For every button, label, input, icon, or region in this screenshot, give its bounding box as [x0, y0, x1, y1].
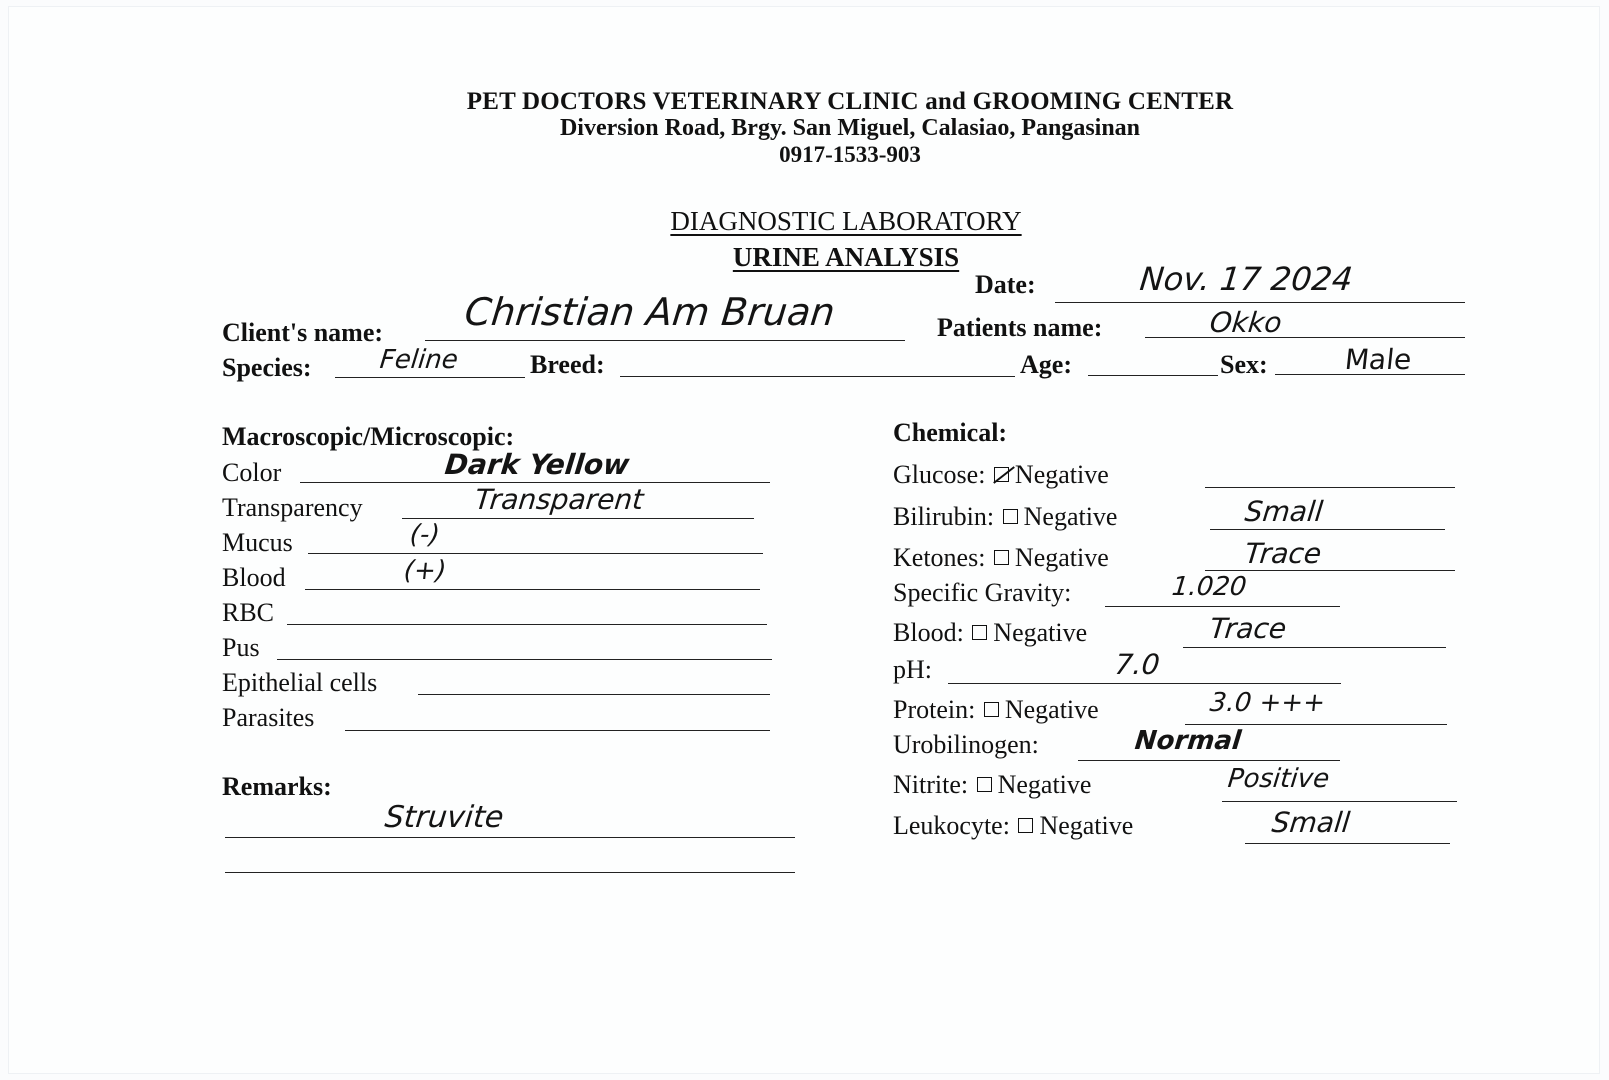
ketones-label: Ketones: — [893, 543, 986, 572]
breed-label: Breed: — [530, 350, 605, 379]
protein-negative-checkbox[interactable] — [984, 702, 999, 717]
chem-blood-row — [893, 618, 1087, 648]
patient-name-line — [1145, 337, 1465, 338]
species-line — [335, 377, 525, 378]
chemical-heading: Chemical: — [893, 418, 1008, 447]
leukocyte-value: Small — [1270, 806, 1352, 839]
glucose-row — [893, 460, 1109, 490]
sex-value: Male — [1343, 343, 1414, 376]
test-title: URINE ANALYSIS — [732, 242, 960, 272]
breed-line — [620, 376, 1015, 377]
transparency-line — [402, 518, 754, 519]
blood-line — [305, 589, 760, 590]
transparency-label: Transparency — [222, 493, 363, 522]
glucose-negative-checkbox[interactable] — [994, 467, 1009, 482]
protein-line — [1185, 724, 1447, 725]
rbc-line — [287, 624, 767, 625]
leukocyte-negative-checkbox[interactable] — [1018, 818, 1033, 833]
department-title: DIAGNOSTIC LABORATORY — [670, 206, 1022, 236]
chem-blood-negative-checkbox[interactable] — [972, 625, 987, 640]
clinic-name: PET DOCTORS VETERINARY CLINIC and GROOMING CENTER — [466, 88, 1234, 115]
urobilinogen-line — [1078, 760, 1340, 761]
protein-negative-text: Negative — [1004, 695, 1099, 724]
ph-line — [948, 683, 1341, 684]
macroscopic-heading: Macroscopic/Microscopic: — [222, 422, 515, 451]
mucus-label: Mucus — [222, 528, 293, 557]
clinic-address: Diversion Road, Brgy. San Miguel, Calasiao, Pangasinan — [559, 115, 1141, 141]
pus-label: Pus — [222, 633, 260, 662]
leukocyte-label: Leukocyte: — [893, 811, 1010, 840]
remarks-line-1 — [225, 837, 795, 838]
client-name-label: Client's name: — [222, 318, 384, 347]
protein-label: Protein: — [893, 695, 976, 724]
nitrite-label: Nitrite: — [893, 770, 969, 799]
urobilinogen-value: Normal — [1133, 726, 1243, 756]
epithelial-line — [418, 694, 770, 695]
pus-line — [277, 659, 772, 660]
ketones-value: Trace — [1243, 537, 1323, 570]
leukocyte-row — [893, 811, 1133, 841]
nitrite-row — [893, 770, 1091, 800]
bilirubin-row — [893, 502, 1117, 532]
sg-label: Specific Gravity: — [893, 578, 1072, 607]
client-name-line — [425, 340, 905, 341]
remarks-line-2 — [225, 872, 795, 873]
protein-row — [893, 695, 1099, 725]
epithelial-label: Epithelial cells — [222, 668, 378, 697]
sg-value: 1.020 — [1170, 572, 1249, 602]
bilirubin-negative-checkbox[interactable] — [1003, 509, 1018, 524]
ketones-negative-checkbox[interactable] — [994, 550, 1009, 565]
chem-blood-line — [1183, 647, 1446, 648]
clinic-phone: 0917-1533-903 — [779, 142, 921, 167]
parasites-line — [345, 730, 770, 731]
blood-value: (+) — [402, 556, 448, 586]
chem-blood-negative-text: Negative — [993, 618, 1088, 647]
date-value: Nov. 17 2024 — [1138, 260, 1355, 298]
sg-line — [1105, 606, 1340, 607]
bilirubin-negative-text: Negative — [1023, 502, 1118, 531]
blood-label: Blood — [222, 563, 286, 592]
ph-label: pH: — [893, 655, 932, 684]
rbc-label: RBC — [222, 598, 275, 627]
nitrite-value: Positive — [1226, 764, 1331, 794]
nitrite-negative-checkbox[interactable] — [977, 777, 992, 792]
mucus-value: (-) — [408, 520, 442, 550]
date-label: Date: — [975, 270, 1036, 299]
protein-value: 3.0 +++ — [1208, 688, 1327, 718]
chem-blood-label: Blood: — [893, 618, 964, 647]
patient-name-value: Okko — [1208, 306, 1284, 339]
color-value: Dark Yellow — [443, 448, 632, 481]
remarks-label: Remarks: — [222, 772, 332, 801]
bilirubin-line — [1210, 529, 1445, 530]
ketones-negative-text: Negative — [1014, 543, 1109, 572]
ketones-row — [893, 543, 1109, 573]
bilirubin-label: Bilirubin: — [893, 502, 995, 531]
transparency-value: Transparent — [473, 483, 646, 516]
bilirubin-value: Small — [1243, 495, 1325, 528]
age-label: Age: — [1020, 350, 1072, 379]
glucose-negative-text: Negative — [1014, 460, 1109, 489]
remarks-value: Struvite — [383, 800, 506, 835]
color-label: Color — [222, 458, 282, 487]
mucus-line — [308, 553, 763, 554]
glucose-line — [1205, 487, 1455, 488]
nitrite-line — [1222, 801, 1457, 802]
leukocyte-line — [1245, 843, 1450, 844]
patient-name-label: Patients name: — [937, 313, 1103, 342]
nitrite-negative-text: Negative — [997, 770, 1092, 799]
sex-label: Sex: — [1220, 350, 1268, 379]
urobilinogen-label: Urobilinogen: — [893, 730, 1039, 759]
client-name-value: Christian Am Bruan — [462, 290, 838, 334]
species-value: Feline — [378, 345, 460, 375]
ketones-line — [1205, 570, 1455, 571]
leukocyte-negative-text: Negative — [1039, 811, 1134, 840]
chem-blood-value: Trace — [1208, 612, 1288, 645]
date-line — [1055, 302, 1465, 303]
glucose-label: Glucose: — [893, 460, 986, 489]
age-line — [1088, 375, 1218, 376]
parasites-label: Parasites — [222, 703, 315, 732]
ph-value: 7.0 — [1113, 648, 1162, 681]
species-label: Species: — [222, 353, 312, 382]
